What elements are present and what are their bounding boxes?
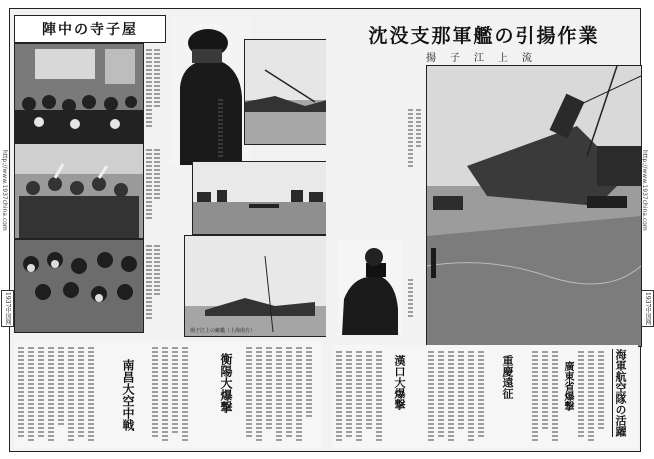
caption-text-column: [416, 109, 421, 149]
section-title: 陣中の寺子屋: [42, 22, 138, 38]
wreck-photo-upper: [244, 39, 328, 145]
right-margin-stamp: 1937中国网: [641, 290, 654, 327]
caption-text-column: [408, 279, 413, 319]
headline-naval-air: 海軍航空隊の活躍: [614, 349, 627, 437]
caption-text-column: [146, 245, 152, 321]
caption-text-column: [154, 149, 160, 199]
caption-text-column: [146, 49, 152, 129]
caption-text-column: [218, 99, 223, 157]
left-margin-stamp: 1937中国网: [1, 290, 14, 327]
right-page: [326, 9, 640, 451]
river-photo-middle: [192, 161, 328, 235]
wreck-photo-lower: [184, 235, 328, 337]
classroom-photo-bottom: [14, 239, 144, 333]
officer-photo: [170, 17, 250, 165]
left-page: [10, 9, 328, 451]
headline-hankou: 漢口大爆撃: [393, 355, 406, 410]
photo-caption-small: 揚子江上の敵艦（上海南方）: [190, 328, 256, 334]
classroom-photo-top: [14, 43, 144, 143]
right-margin-url: http://www.1937china.com: [641, 150, 648, 231]
caption-text-column: [154, 245, 160, 295]
main-title: 沈没支那軍艦の引揚作業: [368, 25, 600, 47]
subtitle: 揚子江上流: [426, 53, 546, 64]
magazine-spread: [9, 8, 641, 452]
binoculars-officer-photo: [338, 239, 402, 335]
right-bottom-article: [332, 345, 638, 449]
sunken-warship-photo: [426, 65, 642, 347]
headline-nanchang: 南昌大空中戦: [121, 359, 135, 431]
left-bottom-article: [14, 341, 322, 449]
caption-text-column: [146, 149, 152, 219]
caption-text-column: [154, 49, 160, 109]
section-title-box: [14, 15, 166, 43]
headline-guangdong: 廣東省爆撃: [562, 361, 573, 411]
classroom-photo-middle: [14, 143, 144, 239]
headline-chongqing: 重慶遠征: [501, 355, 514, 399]
headline-hengyang: 衡陽大爆撃: [219, 353, 233, 413]
caption-text-column: [408, 109, 413, 169]
left-margin-url: http://www.1937china.com: [1, 150, 8, 231]
